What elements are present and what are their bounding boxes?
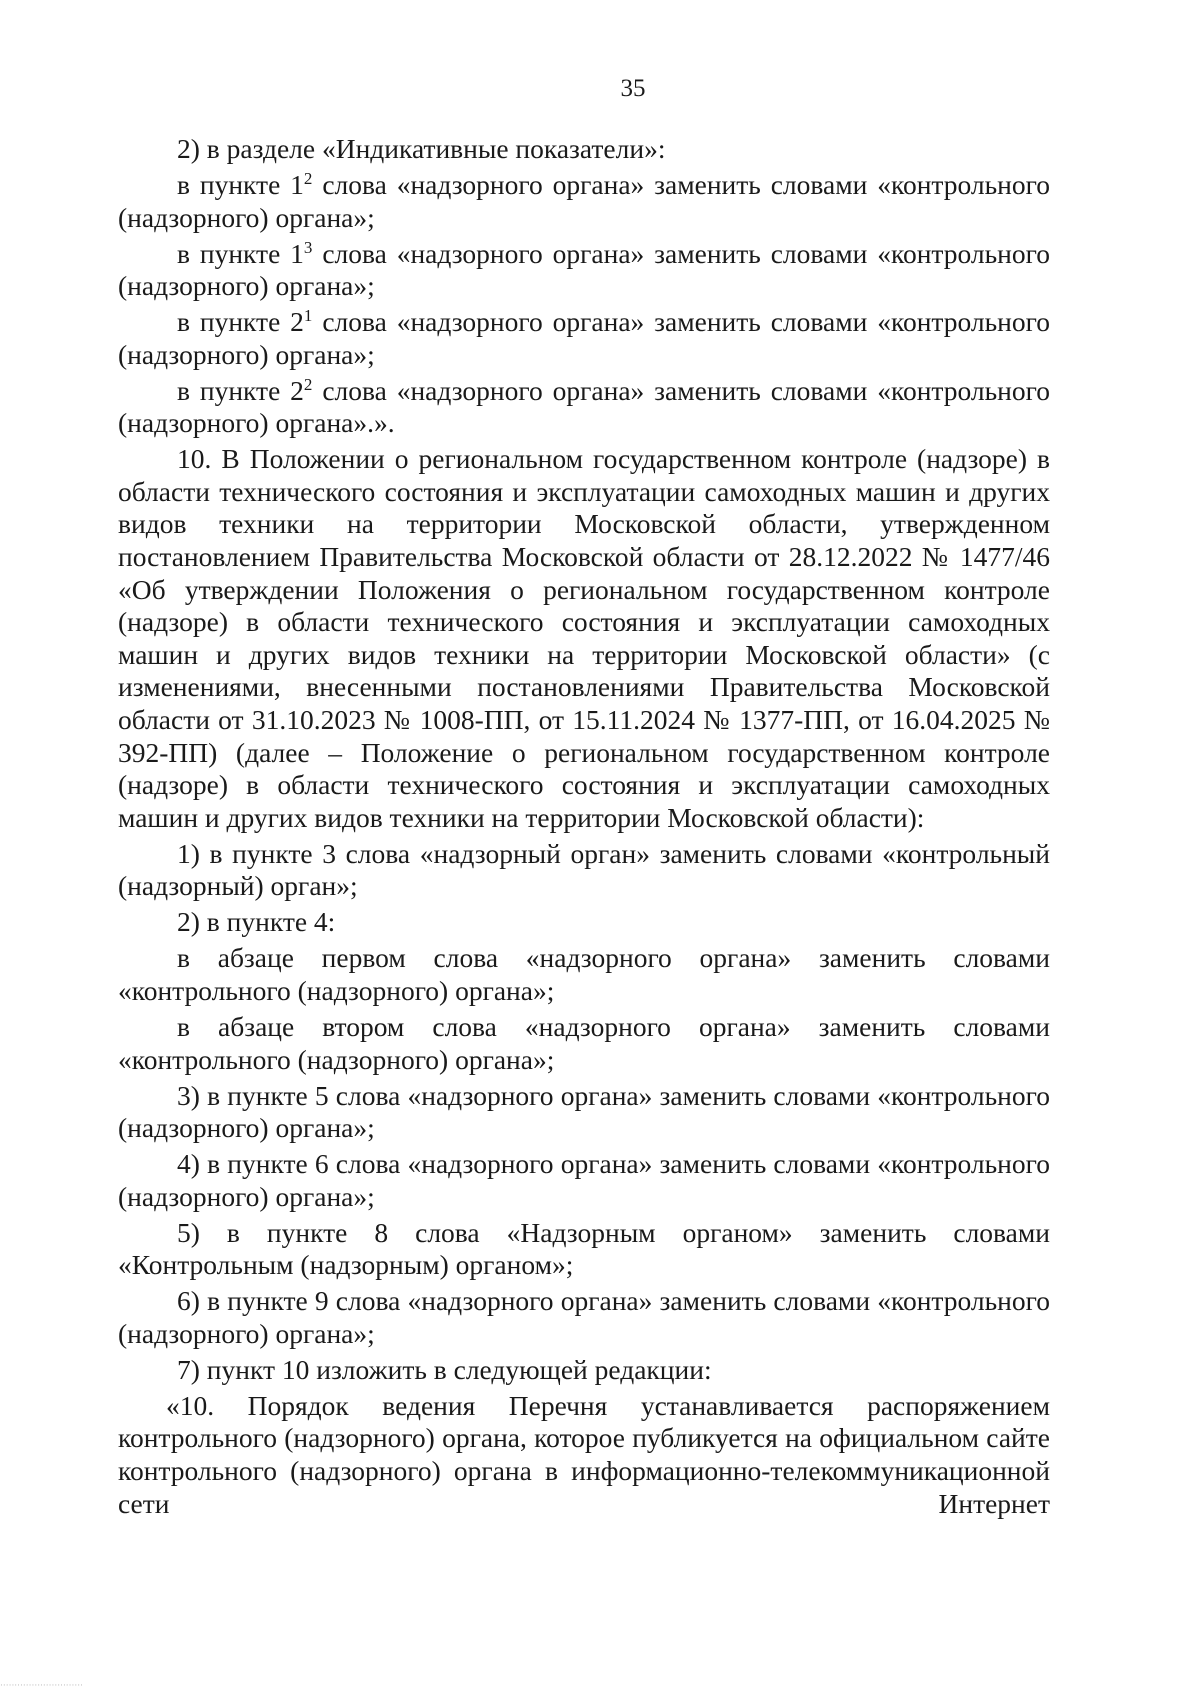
- paragraph-subitem-3: 3) в пункте 5 слова «надзорного органа» заменить словами «контрольного (надзорного) органа»;: [118, 1079, 1050, 1144]
- page-number: 35: [620, 75, 646, 102]
- paragraph-subitem-2-second: в абзаце втором слова «надзорного органа» заменить словами «контрольного (надзорного) органа»;: [118, 1010, 1050, 1075]
- scan-footer-mark: ·····························: [0, 1681, 83, 1691]
- paragraph-point-10: 10. В Положении о региональном государственном контроле (надзоре) в области технического состояния и эксплуатации самоходных машин и других видов техники на территории Московской области, утвержденном постановлением Правительства Московской области от 28.12.2022 № 1477/46 «Об утверждении Положения о региональном государственном контроле (надзоре) в области технического состояния и эксплуатации самоходных машин и других видов техники на территории Московской области» (с изменениями, внесенными постановлениями Правительства Московской области от 31.10.2023 № 1008-ПП, от 15.11.2024 № 1377-ПП, от 16.04.2025 № 392-ПП) (далее – Положение о региональном государственном контроле (надзоре) в области технического состояния и эксплуатации самоходных машин и других видов техники на территории Московской области):: [118, 443, 1050, 833]
- paragraph-subitem-2: 2) в пункте 4:: [177, 906, 336, 938]
- paragraph-subitem-4: 4) в пункте 6 слова «надзорного органа» заменить словами «контрольного (надзорного) органа»;: [118, 1148, 1050, 1212]
- paragraph-subitem-6: 6) в пункте 9 слова «надзорного органа» заменить словами «контрольного (надзорного) органа»;: [118, 1285, 1050, 1349]
- paragraph-subitem-2-first: в абзаце первом слова «надзорного органа» заменить словами «контрольного (надзорного) органа»;: [118, 942, 1050, 1006]
- paragraph-item-2-1: в пункте $2^1$ слова «надзорного органа» заменить словами «контрольного (надзорного) органа»;: [118, 305, 1050, 370]
- paragraph-quoted-point-10: «10. Порядок ведения Перечня устанавливается распоряжением контрольного (надзорного) органа, которое публикуется на официальном сайте контрольного (надзорного) органа в информационно-телекоммуникационной сети Интернет: [118, 1389, 1050, 1519]
- paragraph-item-2-2: в пункте $2^2$ слова «надзорного органа» заменить словами «контрольного (надзорного) органа».».: [118, 374, 1050, 439]
- paragraph-subitem-1: 1) в пункте 3 слова «надзорный орган» заменить словами «контрольный (надзорный) орган»;: [118, 837, 1050, 902]
- paragraph-section-indicators: 2) в разделе «Индикативные показатели»:: [177, 133, 666, 164]
- paragraph-subitem-7: 7) пункт 10 изложить в следующей редакции:: [177, 1353, 712, 1385]
- paragraph-subitem-5: 5) в пункте 8 слова «Надзорным органом» заменить словами «Контрольным (надзорным) органом»;: [118, 1216, 1050, 1281]
- paragraph-item-1-3: в пункте $1^3$ слова «надзорного органа» заменить словами «контрольного (надзорного) органа»;: [118, 237, 1050, 302]
- paragraph-item-1-2: в пункте $1^2$ слова «надзорного органа» заменить словами «контрольного (надзорного) органа»;: [118, 168, 1050, 233]
- document-body: [118, 133, 1050, 1520]
